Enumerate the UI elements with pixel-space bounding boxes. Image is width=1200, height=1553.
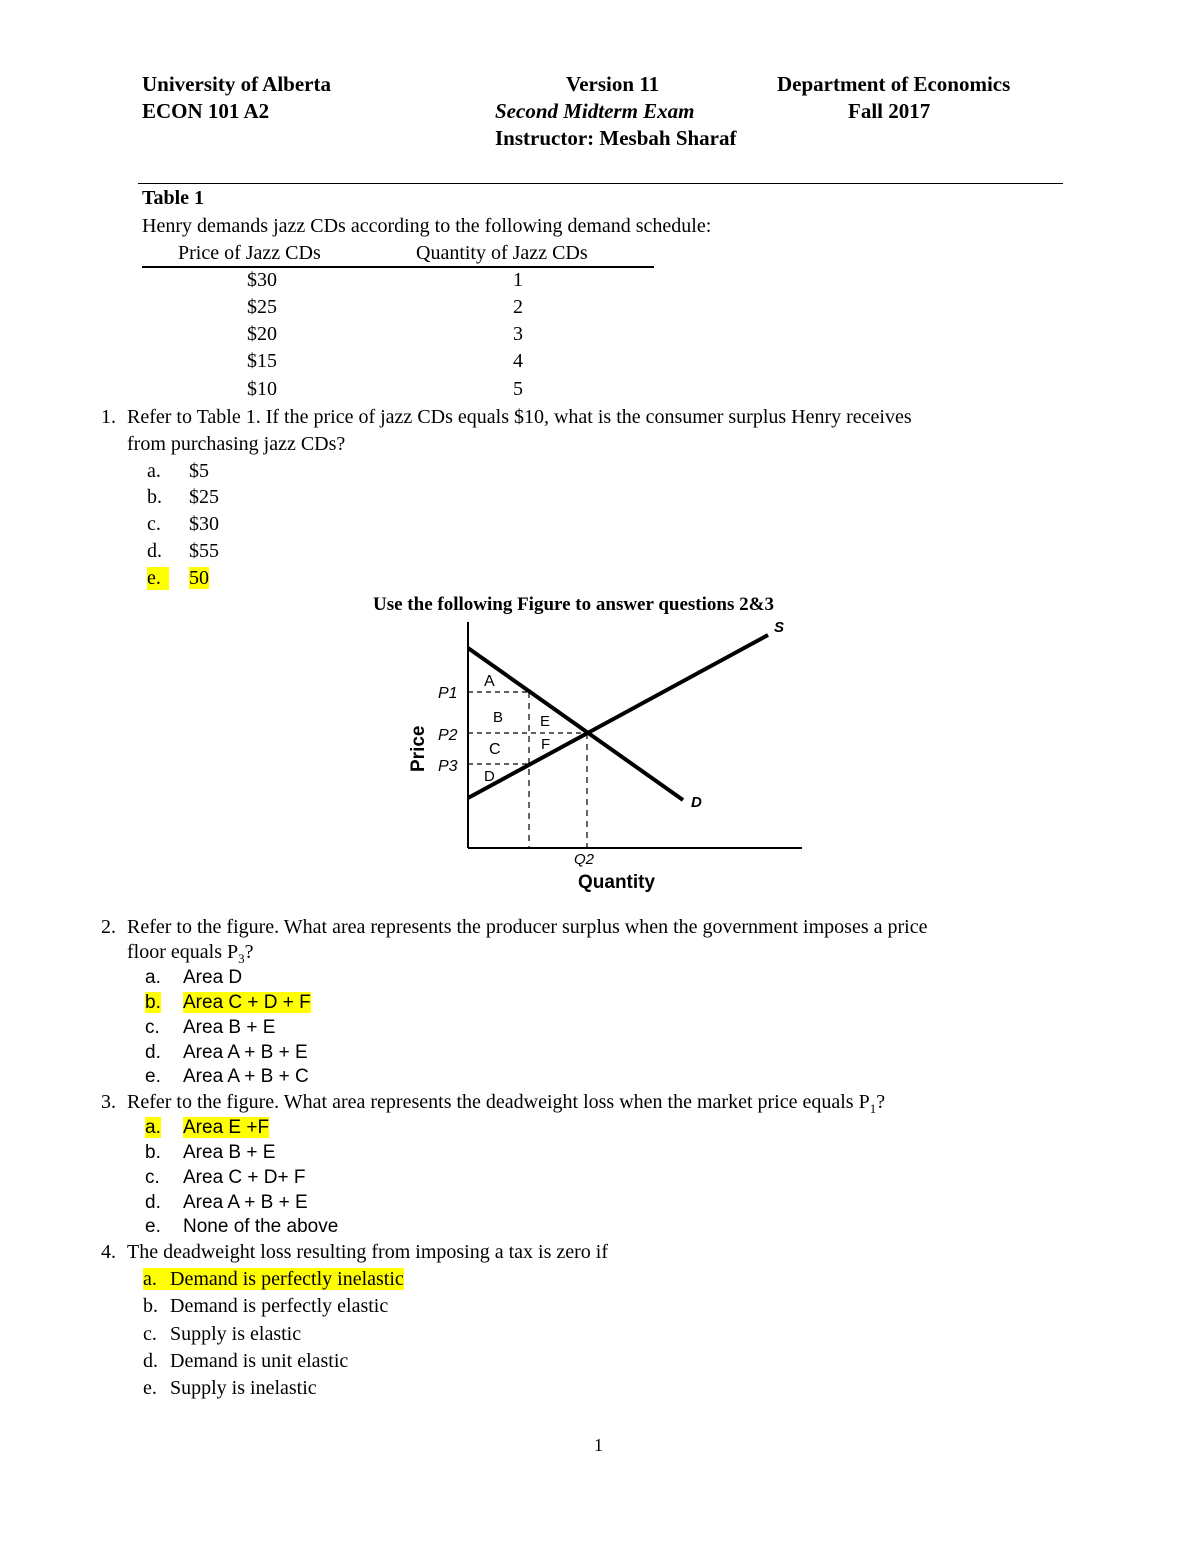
figure-caption: Use the following Figure to answer questions 2&3 bbox=[373, 594, 774, 615]
q3-option-a[interactable]: a. Area E +F bbox=[145, 1117, 270, 1138]
table-row: $30 bbox=[247, 269, 277, 291]
q3-option-b[interactable]: b. Area B + E bbox=[145, 1142, 276, 1163]
department-name: Department of Economics bbox=[777, 72, 1011, 96]
q3-text: Refer to the figure. What area represents the deadweight loss when the market price equals $P_1$? bbox=[127, 1091, 886, 1116]
course-code: ECON 101 A2 bbox=[142, 99, 270, 123]
demand-label: D bbox=[691, 794, 702, 811]
q1-option-d[interactable]: d. $55 bbox=[147, 540, 219, 562]
x-axis-label: Quantity bbox=[578, 872, 656, 893]
q4-option-a[interactable]: a. Demand is perfectly inelastic bbox=[143, 1268, 404, 1290]
q3-number: 3. bbox=[101, 1091, 116, 1113]
instructor-line: Instructor: Mesbah Sharaf bbox=[495, 126, 737, 150]
q2-option-b[interactable]: b. Area C + D + F bbox=[145, 992, 311, 1013]
area-b-label: B bbox=[493, 709, 504, 726]
table-row: $25 bbox=[247, 296, 277, 318]
q1-number: 1. bbox=[101, 406, 116, 428]
table-row: $20 bbox=[247, 323, 277, 345]
p1-label: P1 bbox=[438, 685, 458, 702]
area-e-label: E bbox=[540, 713, 551, 730]
supply-label: S bbox=[774, 619, 785, 636]
q1-option-b[interactable]: b. $25 bbox=[147, 486, 219, 508]
q3-option-c[interactable]: c. Area C + D+ F bbox=[145, 1167, 306, 1188]
q2-text-cont: floor equals $P_3$? bbox=[127, 941, 254, 966]
table-header-rule bbox=[142, 266, 654, 268]
q1-option-c[interactable]: c. $30 bbox=[147, 513, 219, 535]
q2-text: Refer to the figure. What area represents the producer surplus when the government imposes a price bbox=[127, 916, 928, 938]
q3-option-d[interactable]: d. Area A + B + E bbox=[145, 1192, 308, 1213]
q4-text: The deadweight loss resulting from imposing a tax is zero if bbox=[127, 1241, 609, 1263]
table-row: 3 bbox=[513, 323, 523, 345]
table-intro: Henry demands jazz CDs according to the following demand schedule: bbox=[142, 215, 712, 237]
q3-option-e[interactable]: e. None of the above bbox=[145, 1216, 339, 1237]
q2-option-c[interactable]: c. Area B + E bbox=[145, 1017, 276, 1038]
table-row: 5 bbox=[513, 378, 523, 400]
q4-option-e[interactable]: e. Supply is inelastic bbox=[143, 1377, 317, 1399]
area-d-label: D bbox=[484, 768, 495, 785]
term-label: Fall 2017 bbox=[848, 99, 931, 123]
q2-option-a[interactable]: a. Area D bbox=[145, 967, 243, 988]
table-row: $10 bbox=[247, 378, 277, 400]
table-row: 1 bbox=[513, 269, 523, 291]
table-row: 4 bbox=[513, 350, 523, 372]
q4-option-d[interactable]: d. Demand is unit elastic bbox=[143, 1350, 349, 1372]
supply-demand-figure bbox=[395, 612, 815, 897]
table-title: Table 1 bbox=[142, 187, 205, 209]
area-f-label: F bbox=[541, 736, 551, 753]
q2-option-e[interactable]: e. Area A + B + C bbox=[145, 1066, 309, 1087]
version-label: Version 11 bbox=[566, 72, 660, 96]
supply-curve bbox=[468, 635, 768, 798]
area-a-label: A bbox=[484, 673, 495, 690]
q2-number: 2. bbox=[101, 916, 116, 938]
table-row: $15 bbox=[247, 350, 277, 372]
q4-option-b[interactable]: b. Demand is perfectly elastic bbox=[143, 1295, 389, 1317]
col-header-quantity: Quantity of Jazz CDs bbox=[416, 242, 588, 264]
y-axis-label: Price bbox=[408, 725, 429, 772]
q4-option-c[interactable]: c. Supply is elastic bbox=[143, 1323, 302, 1345]
q2-option-d[interactable]: d. Area A + B + E bbox=[145, 1042, 308, 1063]
p3-label: P3 bbox=[438, 758, 458, 775]
exam-title: Second Midterm Exam bbox=[495, 99, 695, 123]
p2-label: P2 bbox=[438, 727, 458, 744]
q1-text-cont: from purchasing jazz CDs? bbox=[127, 433, 346, 455]
header-divider bbox=[138, 183, 1063, 184]
page-number: 1 bbox=[594, 1435, 603, 1455]
area-c-label: C bbox=[489, 741, 501, 758]
q1-option-a[interactable]: a. $5 bbox=[147, 460, 209, 482]
table-row: 2 bbox=[513, 296, 523, 318]
university-name: University of Alberta bbox=[142, 72, 331, 96]
q1-text: Refer to Table 1. If the price of jazz CDs equals $10, what is the consumer surplus Henry receives bbox=[127, 406, 912, 428]
q4-number: 4. bbox=[101, 1241, 116, 1263]
q1-option-e[interactable]: e. 50 bbox=[147, 567, 209, 589]
q2-label: Q2 bbox=[574, 851, 595, 868]
col-header-price: Price of Jazz CDs bbox=[178, 242, 321, 264]
